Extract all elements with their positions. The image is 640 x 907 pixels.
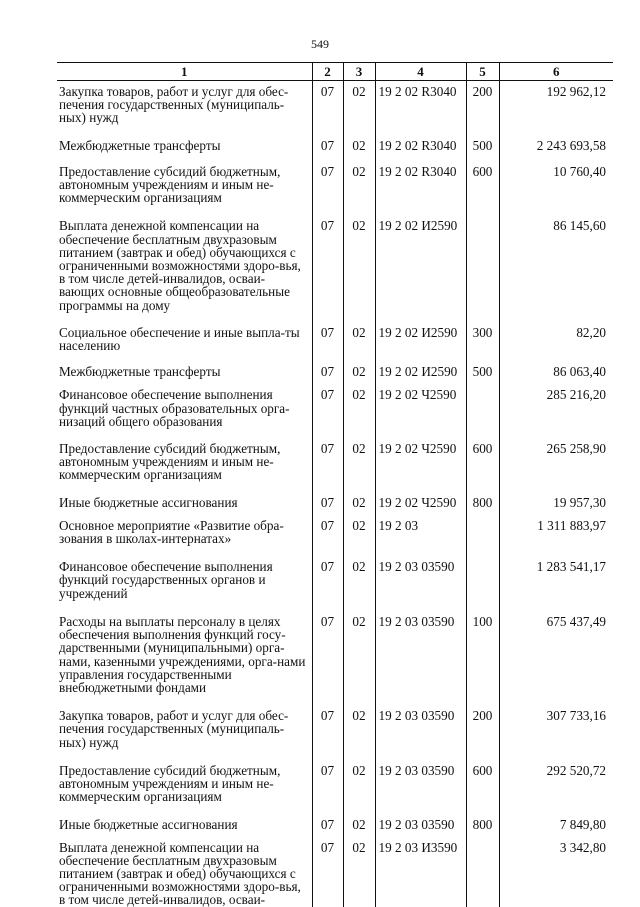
row-section-code: 07 — [312, 135, 343, 161]
row-target-article: 19 2 02 R3040 — [375, 81, 466, 135]
row-expense-type: 800 — [466, 814, 499, 836]
row-description: Предоставление субсидий бюджетным, автономным учреждениям и иным не-коммерческим организациям — [59, 441, 281, 483]
table-row — [57, 611, 613, 705]
row-subsection-code: 02 — [343, 322, 375, 361]
row-expense-type: 500 — [466, 361, 499, 384]
row-subsection-code: 02 — [343, 515, 375, 556]
table-row — [57, 438, 613, 492]
row-section-code: 07 — [312, 361, 343, 384]
row-target-article: 19 2 03 03590 — [375, 556, 466, 611]
row-expense-type: 600 — [466, 760, 499, 815]
row-subsection-code: 02 — [343, 611, 375, 705]
table-row — [57, 81, 613, 135]
row-target-article: 19 2 02 Ч2590 — [375, 384, 466, 438]
row-expense-type: 500 — [466, 135, 499, 161]
row-subsection-code: 02 — [343, 361, 375, 384]
row-amount: 192 962,12 — [499, 81, 613, 135]
row-subsection-code: 02 — [343, 814, 375, 836]
table-row — [57, 322, 613, 361]
row-expense-type — [466, 215, 499, 321]
header-col-6: 6 — [499, 63, 613, 81]
row-subsection-code: 02 — [343, 556, 375, 611]
row-expense-type: 200 — [466, 705, 499, 760]
row-section-code: 07 — [312, 215, 343, 321]
table-row — [57, 384, 613, 438]
row-target-article: 19 2 02 R3040 — [375, 161, 466, 216]
row-amount: 265 258,90 — [499, 438, 613, 492]
row-amount: 10 760,40 — [499, 161, 613, 216]
table-row — [57, 837, 613, 907]
row-subsection-code: 02 — [343, 837, 375, 907]
row-description: Социальное обеспечение и иные выпла-ты населению — [59, 324, 300, 354]
header-col-1: 1 — [57, 63, 312, 81]
row-target-article: 19 2 03 03590 — [375, 814, 466, 836]
row-section-code: 07 — [312, 438, 343, 492]
row-section-code: 07 — [312, 556, 343, 611]
header-col-2: 2 — [312, 63, 343, 81]
header-col-5: 5 — [466, 63, 499, 81]
row-subsection-code: 02 — [343, 135, 375, 161]
table-row — [57, 705, 613, 760]
table-row — [57, 515, 613, 556]
page-number: 549 — [311, 37, 329, 51]
row-target-article: 19 2 03 — [375, 515, 466, 556]
row-description: Предоставление субсидий бюджетным, автономным учреждениям и иным не-коммерческим организациям — [59, 762, 281, 805]
row-target-article: 19 2 03 03590 — [375, 611, 466, 705]
row-amount: 3 342,80 — [499, 837, 613, 907]
row-description: Иные бюджетные ассигнования — [59, 494, 238, 510]
row-section-code: 07 — [312, 611, 343, 705]
table-row — [57, 760, 613, 815]
row-amount: 86 145,60 — [499, 215, 613, 321]
row-target-article: 19 2 03 03590 — [375, 760, 466, 815]
row-amount: 7 849,80 — [499, 814, 613, 836]
row-subsection-code: 02 — [343, 384, 375, 438]
row-amount: 1 311 883,97 — [499, 515, 613, 556]
row-section-code: 07 — [312, 837, 343, 907]
row-section-code: 07 — [312, 81, 343, 135]
row-section-code: 07 — [312, 814, 343, 836]
header-col-4: 4 — [375, 63, 466, 81]
row-target-article: 19 2 02 И2590 — [375, 322, 466, 361]
row-amount: 86 063,40 — [499, 361, 613, 384]
row-expense-type: 300 — [466, 322, 499, 361]
table-row — [57, 215, 613, 321]
row-expense-type — [466, 556, 499, 611]
row-amount: 19 957,30 — [499, 492, 613, 515]
row-subsection-code: 02 — [343, 438, 375, 492]
row-expense-type — [466, 515, 499, 556]
row-description: Межбюджетные трансферты — [59, 364, 221, 380]
table-row — [57, 492, 613, 515]
row-amount: 2 243 693,58 — [499, 135, 613, 161]
row-target-article: 19 2 02 Ч2590 — [375, 492, 466, 515]
row-target-article: 19 2 02 И2590 — [375, 361, 466, 384]
row-expense-type — [466, 837, 499, 907]
row-description: Финансовое обеспечение выполнения функций государственных органов и учреждений — [59, 559, 273, 601]
row-target-article: 19 2 03 03590 — [375, 705, 466, 760]
table-row — [57, 814, 613, 836]
row-amount: 675 437,49 — [499, 611, 613, 705]
row-amount: 285 216,20 — [499, 384, 613, 438]
header-col-3: 3 — [343, 63, 375, 81]
row-section-code: 07 — [312, 705, 343, 760]
row-amount: 307 733,16 — [499, 705, 613, 760]
row-expense-type: 100 — [466, 611, 499, 705]
row-subsection-code: 02 — [343, 705, 375, 760]
row-subsection-code: 02 — [343, 215, 375, 321]
row-subsection-code: 02 — [343, 760, 375, 815]
row-target-article: 19 2 03 И3590 — [375, 837, 466, 907]
row-expense-type: 600 — [466, 438, 499, 492]
row-section-code: 07 — [312, 322, 343, 361]
row-description: Закупка товаров, работ и услуг для обес-печения государственных (муниципаль-ных) нужд — [59, 708, 289, 750]
row-section-code: 07 — [312, 515, 343, 556]
row-section-code: 07 — [312, 492, 343, 515]
row-subsection-code: 02 — [343, 81, 375, 135]
row-description: Выплата денежной компенсации на обеспечение бесплатным двухразовым питанием (завтрак и обед) обучающихся с ограниченными возможностями здоро-вья, в том числе детей-инвалидов, осваи-вающих основные общеобразовательные программы на дому — [59, 218, 301, 313]
row-target-article: 19 2 02 R3040 — [375, 135, 466, 161]
row-subsection-code: 02 — [343, 492, 375, 515]
row-description: Выплата денежной компенсации на обеспечение бесплатным двухразовым питанием (завтрак и обед) обучающихся с ограниченными возможностями здоро-вья, в том числе детей-инвалидов, осваи- — [59, 839, 301, 907]
row-target-article: 19 2 02 Ч2590 — [375, 438, 466, 492]
row-description: Закупка товаров, работ и услуг для обес-печения государственных (муниципаль-ных) нужд — [59, 84, 289, 126]
row-expense-type: 200 — [466, 81, 499, 135]
table-row — [57, 161, 613, 216]
row-target-article: 19 2 02 И2590 — [375, 215, 466, 321]
row-section-code: 07 — [312, 760, 343, 815]
row-section-code: 07 — [312, 161, 343, 216]
row-subsection-code: 02 — [343, 161, 375, 216]
row-description: Основное мероприятие «Развитие обра-зования в школах-интернатах» — [59, 517, 284, 547]
table-row — [57, 556, 613, 611]
row-description: Предоставление субсидий бюджетным, автономным учреждениям и иным не-коммерческим организациям — [59, 163, 281, 206]
budget-table — [57, 62, 613, 907]
table-body — [57, 81, 613, 907]
header-row — [57, 63, 613, 81]
row-description: Иные бюджетные ассигнования — [59, 817, 238, 833]
row-description: Финансовое обеспечение выполнения функций частных образовательных орга-низаций общего образования — [59, 387, 290, 429]
row-amount: 292 520,72 — [499, 760, 613, 815]
row-description: Межбюджетные трансферты — [59, 137, 221, 153]
row-amount: 82,20 — [499, 322, 613, 361]
row-expense-type — [466, 384, 499, 438]
row-expense-type: 600 — [466, 161, 499, 216]
row-amount: 1 283 541,17 — [499, 556, 613, 611]
row-section-code: 07 — [312, 384, 343, 438]
row-description: Расходы на выплаты персоналу в целях обеспечения выполнения функций госу-дарственными (муниципальными) орга-нами, казенными учреждениями, орга-нами управления государственными внебюджетными фондами — [59, 613, 306, 695]
table-row — [57, 361, 613, 384]
table-row — [57, 135, 613, 161]
row-expense-type: 800 — [466, 492, 499, 515]
